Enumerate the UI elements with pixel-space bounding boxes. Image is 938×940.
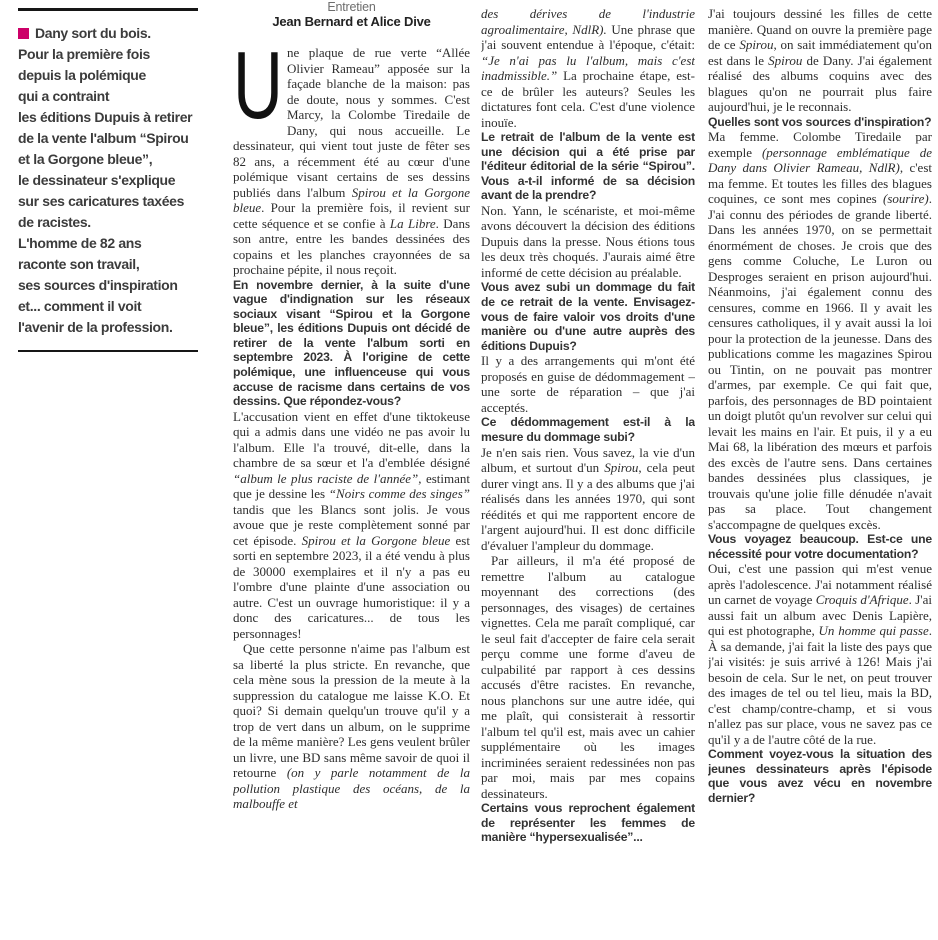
- article-column-3: [708, 0, 932, 940]
- article-kicker: Entretien: [327, 0, 376, 14]
- column-3-body: [708, 6, 932, 806]
- column-1-body: [233, 32, 470, 812]
- intro-summary: [18, 23, 198, 338]
- magenta-square-bullet-icon: [18, 28, 29, 39]
- article-paragraph: Oui, c'est une passion qui m'est venue après l'adolescence. J'ai notamment réalisé un carnet de voyage Croquis d'Afrique. J'ai aussi fait un album avec Denis Lapière, qui est photographe, Un homme qui passe. À sa demande, j'ai fait la liste des pays que j'ai visités: je suis arrivé à 126! Mais j'ai besoin de cela. Sur le net, on peut trouver des images de tel ou tel lieu, mais la BD, c'est champ/contre-champ, et si vous n'allez pas sur place, vous ne savez pas ce qu'il y a de l'autre côté de la rue.: [708, 561, 932, 747]
- article-column-1: [233, 0, 470, 940]
- interview-question: En novembre dernier, à la suite d'une vague d'indignation sur les réseaux sociaux visant “Spirou et la Gorgone bleue”, les éditions Dupuis ont décidé de retirer de la vente l'album sorti en septembre 2023. À l'origine de cette polémique, une influenceuse qui vous accuse de racisme dans certains de vos dessins. Que répondez-vous?: [233, 277, 470, 409]
- interview-question: Ce dédommagement est-il à la mesure du dommage subi?: [481, 415, 695, 445]
- article-paragraph: Ma femme. Colombe Tiredaile par exemple (personnage emblématique de Dany dans Olivier Rameau, NdlR), c'est ma femme. Et toutes les filles des blagues coquines, ce sont mes copines (sourire). J'ai connu des périodes de grande liberté. Dans les années 1970, on se permettait énormément de choses. Je crois que des gens comme Coluche, Le Luron ou Desproges seraient en prison aujourd'hui. Néanmoins, j'ai également connu des censures, comme en 1966. Il y avait les censures catholiques, il y avait aussi la loi pour la protection de la jeunesse. Dans des publications comme les magazines Spirou ou Tintin, on ne pouvait pas montrer d'armes, par exemple. Ce qui fait que, parfois, des personnages de BD pointaient un doigt plutôt qu'un revolver sur celui qui levait les mains en l'air. Et puis, il y a eu Mai 68, la libération des mœurs et parfois des excès de l'autre sens. Dans certaines bandes dessinées plus classiques, je trouvais qu'une jolie fille dénudée n'avait pas sa place. Tout changement s'accompagne de quelques excès.: [708, 129, 932, 532]
- intro-bottom-rule: [18, 350, 198, 352]
- article-paragraph: Une plaque de rue verte “Allée Olivier Rameau” apposée sur la façade blanche de la maison: pas de doute, nous y sommes. C'est Marcy, la Colombe Tiredaile de Dany, qui nous accueille. Le dessinateur, qui vient tout juste de fêter ses 82 ans, a récemment été au cœur d'une polémique visant certains de ses dessins publiés dans l'album Spirou et la Gorgone bleue. Pour la première fois, il revient sur cette séquence et se confie à La Libre. Dans son antre, entre les bandes dessinées des copains et les planches crayonnées de sa prochaine pépite, il nous reçoit.: [233, 32, 470, 277]
- intro-panel: [18, 8, 198, 352]
- interview-question: Quelles sont vos sources d'inspiration?: [708, 114, 932, 129]
- article-paragraph: J'ai toujours dessiné les filles de cette manière. Quand on ouvre la première page de ce Spirou, on sait immédiatement qu'on est dans le Spirou de Dany. J'ai également réalisé des albums coquins avec des blagues qu'on ne pourrait plus faire aujourd'hui, je le reconnais.: [708, 6, 932, 114]
- article-paragraph: des dérives de l'industrie agroalimentaire, NdlR). Une phrase que j'ai souvent entendue à l'époque, c'était: “Je n'ai pas lu l'album, mais c'est inadmissible.” La prochaine étape, est-ce de brûler les auteurs? Seules les dictatures font cela. C'est d'une violence inouïe.: [481, 6, 695, 130]
- interview-question: Vous voyagez beaucoup. Est-ce une nécessité pour votre documentation?: [708, 532, 932, 561]
- article-paragraph: Par ailleurs, il m'a été proposé de remettre l'album au catalogue moyennant des corrections (des personnages, des visages) de certaines vignettes. Cela me paraît compliqué, car le seul fait d'accepter de faire cela serait perçu comme une forme d'aveu de culpabilité par rapport à ces dessins accusés d'être racistes. En revanche, nous planchons sur une autre idée, qui me plaît, qui consisterait à ressortir l'album tel qu'il est, mais avec un cahier supplémentaire où les images incriminées seraient redessinées non pas par moi, mais par mes copains dessinateurs.: [481, 553, 695, 801]
- interview-question: Le retrait de l'album de la vente est une décision qui a été prise par l'éditeur éditorial de la série “Spirou”. Vous a-t-il informé de sa décision avant de la prendre?: [481, 130, 695, 203]
- article-authors: Jean Bernard et Alice Dive: [272, 14, 431, 29]
- drop-cap-letter: U: [233, 32, 283, 139]
- article-paragraph: L'accusation vient en effet d'une tiktokeuse qui a admis dans une vidéo ne pas avoir lu l'album. Elle l'a trouvé, dit-elle, dans la chambre de sa sœur et l'a d'emblée désigné “album le plus raciste de l'année”, estimant que je dessine les “Noirs comme des singes” tandis que les Blancs sont jolis. Je vous avoue que je reste complètement sonné par cet épisode. Spirou et la Gorgone bleue est sorti en septembre 2023, il a été vendu à plus de 30000 exemplaires et il n'y a pas eu l'ombre d'une plainte d'une association ou autre. C'est un ouvrage humoristique: il y a donc des caricatures... de tous les personnages!: [233, 408, 470, 641]
- column-2-body: [481, 6, 695, 845]
- intro-top-rule: [18, 8, 198, 11]
- article-paragraph: Non. Yann, le scénariste, et moi-même avons découvert la décision des éditions Dupuis dans la presse. Nous étions tous les deux très choqués. J'aurais aimé être informé de cette décision au préalable.: [481, 202, 695, 280]
- article-column-2: [481, 0, 695, 940]
- interview-question: Certains vous reprochent également de représenter les femmes de manière “hypersexualisée”...: [481, 801, 695, 845]
- article-paragraph: Que cette personne n'aime pas l'album est sa liberté la plus stricte. En revanche, que cela mène sous la pression de la meute à la suppression du catalogue me laisse K.O. Et quoi? Si demain quelqu'un trouve qu'il y a trop de vert dans un album, on le supprime de la même manière? Les gens veulent brûler un livre, une BD sans même savoir de quoi il retourne (on y parle notamment de la pollution plastique des océans, de la malbouffe et: [233, 641, 470, 812]
- byline: [233, 0, 470, 29]
- article-paragraph: Il y a des arrangements qui m'ont été proposés en guise de dédommagement – une sorte de réparation – que j'ai acceptés.: [481, 353, 695, 415]
- article-paragraph: Je n'en sais rien. Vous savez, la vie d'un album, et surtout d'un Spirou, cela peut durer vingt ans. Il y a des albums que j'ai réalisés dans les années 1970, qui sont réédités et qui me rapportent encore de l'argent aujourd'hui. Il est donc difficile d'évaluer l'ampleur du dommage.: [481, 444, 695, 553]
- interview-question: Vous avez subi un dommage du fait de ce retrait de la vente. Envisagez-vous de faire valoir vos droits d'une manière ou d'une autre auprès des éditions Dupuis?: [481, 280, 695, 353]
- intro-summary-text: Dany sort du bois. Pour la première fois depuis la polémique qui a contraint les éditions Dupuis à retirer de la vente l'album “Spirou et la Gorgone bleue”, le dessinateur s'explique sur ses caricatures taxées de racistes. L'homme de 82 ans raconte son travail, ses sources d'inspiration et... comment il voit l'avenir de la profession.: [18, 25, 193, 335]
- interview-question: Comment voyez-vous la situation des jeunes dessinateurs après l'épisode que vous avez vécu en novembre dernier?: [708, 747, 932, 806]
